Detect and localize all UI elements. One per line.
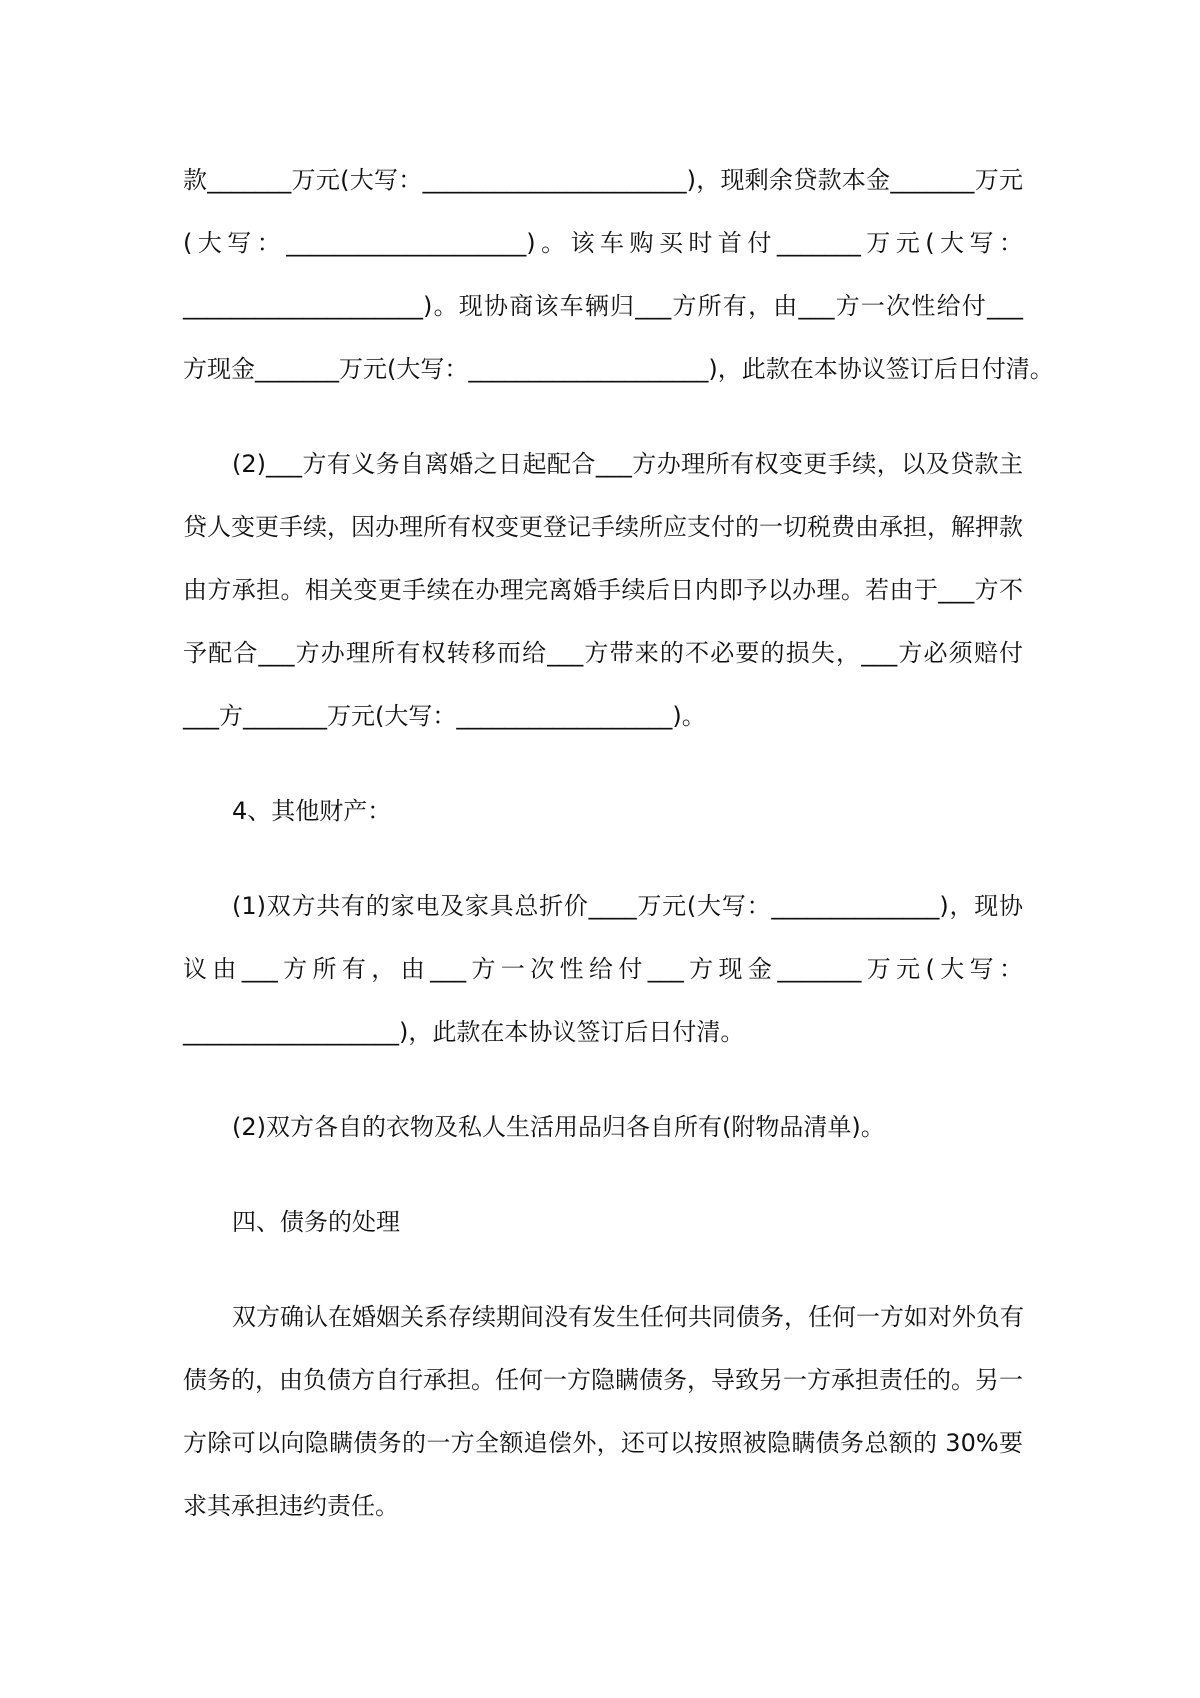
transfer-clause-line-4: 予配合___方办理所有权转移而给___方带来的不必要的损失，___方必须赔付 <box>183 639 1023 667</box>
vehicle-clause-line-3: ____________________)。现协商该车辆归___方所有，由___方一次性给付___ <box>183 292 1023 320</box>
transfer-clause-line-2: 贷人变更手续，因办理所有权变更登记手续所应支付的一切税费由承担，解押款 <box>183 513 1023 541</box>
appliance-clause-line-1: (1)双方共有的家电及家具总折价____万元(大写：______________)，现协 <box>232 892 1023 920</box>
debt-clause-line-4: 求其承担违约责任。 <box>183 1492 399 1520</box>
vehicle-clause-line-2: (大写：____________________)。该车购买时首付_______万元(大写： <box>183 229 1023 257</box>
section-heading-other-property: 4、其他财产： <box>232 797 392 825</box>
vehicle-clause-line-4: 方现金_______万元(大写：____________________)，此款在本协议签订后日付清。 <box>183 355 1054 383</box>
transfer-clause-line-3: 由方承担。相关变更手续在办理完离婚手续后日内即予以办理。若由于___方不 <box>183 576 1023 604</box>
clothing-clause-line: (2)双方各自的衣物及私人生活用品归各自所有(附物品清单)。 <box>232 1113 885 1141</box>
debt-clause-line-3: 方除可以向隐瞒债务的一方全额追偿外，还可以按照被隐瞒债务总额的 30%要 <box>183 1429 1023 1457</box>
appliance-clause-line-2: 议由___方所有，由___方一次性给付___方现金_______万元(大写： <box>183 955 1023 983</box>
transfer-clause-line-1: (2)___方有义务自离婚之日起配合___方办理所有权变更手续，以及贷款主 <box>232 450 1023 478</box>
appliance-clause-line-3: __________________)，此款在本协议签订后日付清。 <box>183 1018 745 1046</box>
section-heading-debt: 四、债务的处理 <box>232 1208 400 1236</box>
debt-clause-line-2: 债务的，由负债方自行承担。任何一方隐瞒债务，导致另一方承担责任的。另一 <box>183 1366 1023 1394</box>
transfer-clause-line-5: ___方_______万元(大写：__________________)。 <box>183 702 706 730</box>
debt-clause-line-1: 双方确认在婚姻关系存续期间没有发生任何共同债务，任何一方如对外负有 <box>232 1303 1024 1331</box>
vehicle-clause-line-1: 款_______万元(大写：______________________)，现剩余贷款本金_______万元 <box>183 166 1023 194</box>
